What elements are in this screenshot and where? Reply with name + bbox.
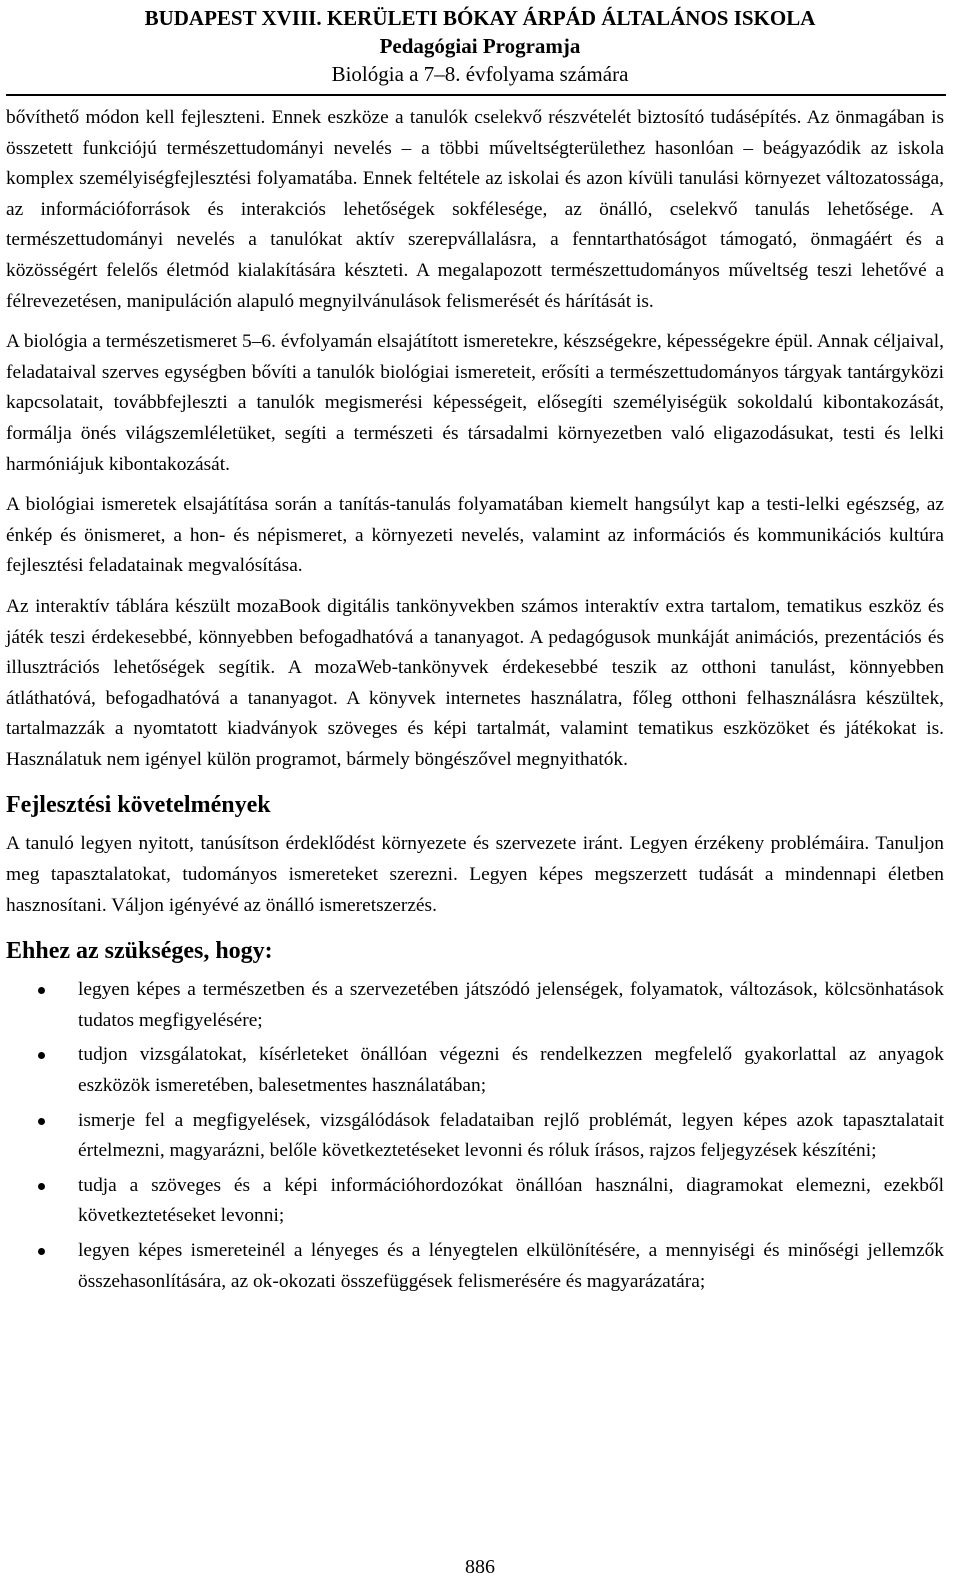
list-item (6, 1040, 944, 1101)
list-item (6, 1106, 944, 1167)
page-header (0, 4, 960, 88)
list-item-text: ismerje fel a megfigyelések, vizsgálódások feladataiban rejlő problémát, legyen képes azok tapasztalatait értelmezni, magyarázni, belőle következtetéseket levonni és róluk írásos, rajzos feljegyzések készíténi; (78, 1109, 944, 1162)
list-item (6, 1236, 944, 1297)
bullet-icon (38, 1118, 45, 1125)
bullet-icon (38, 1248, 45, 1255)
paragraph-1: bővíthető módon kell fejleszteni. Ennek eszköze a tanulók cselekvő részvételét biztosító tudásépítés. Az önmagában is összetett funkciójú természettudományi nevelés – a többi műveltségterülethez hasonlóan – beágyazódik az iskola komplex személyiségfejlesztési folyamatába. Ennek feltétele az iskolai és azon kívüli tanulási környezet változatossága, az információforrások és interakciós lehetőségek sokfélesége, az önálló, cselekvő tanulás lehetősége. A természettudományi nevelés a tanulókat aktív szerepvállalásra, a fenntarthatóságot támogató, önmagáért és a közösségért felelős életmód kialakítására készteti. A megalapozott természettudományos műveltség teszi lehetővé a félrevezetésen, manipuláción alapuló megnyilvánulások felismerését és hárítását is. (6, 107, 944, 312)
requirements-paragraph: A tanuló legyen nyitott, tanúsítson érdeklődést környezete és szervezete iránt. Legyen érzékeny problémáira. Tanuljon meg tapasztalatokat, tudományos ismereteket szerezni. Legyen képes megszerzett tudását a mindennapi életben hasznosítani. Váljon igényévé az önálló ismeretszerzés. (6, 833, 944, 916)
paragraph-3: A biológiai ismeretek elsajátítása során a tanítás-tanulás folyamatában kiemelt hangsúlyt kap a testi-lelki egészség, az énkép és önismeret, a hon- és népismeret, a környezeti nevelés, valamint az információs és kommunikációs kultúra fejlesztési feladatainak megvalósítása. (6, 494, 944, 577)
program-title: Pedagógiai Programja (379, 34, 581, 58)
list-item-text: tudja a szöveges és a képi információhordozókat önállóan használni, diagramokat elemezni, ezekből következtetéseket levonni; (78, 1174, 944, 1227)
school-name: BUDAPEST XVIII. KERÜLETI BÓKAY ÁRPÁD ÁLTALÁNOS ISKOLA (144, 6, 816, 30)
section-heading-requirements: Fejlesztési követelmények (6, 792, 271, 819)
paragraph-4: Az interaktív táblára készült mozaBook digitális tankönyvekben számos interaktív extra tartalom, tematikus eszköz és játék teszi érdekesebbé, könnyebben befogadhatóvá a tananyagot. A pedagógusok munkáját animációs, prezentációs és illusztrációs lehetőségek segítik. A mozaWeb-tankönyvek érdekesebbé teszik az otthoni tanulást, könnyebben átláthatóvá, befogadhatóvá a tananyagot. A könyvek internetes használatra, főleg otthoni felhasználásra készültek, tartalmazzák a nyomtatott kiadványok szöveges és képi tartalmát, valamint tematikus eszközöket és játékokat is. Használatuk nem igényel külön programot, bármely böngészővel megnyithatók. (6, 595, 944, 770)
bullet-icon (38, 987, 45, 994)
subject-subtitle: Biológia a 7–8. évfolyama számára (331, 62, 629, 86)
page-number: 886 (465, 1556, 495, 1578)
list-item-text: legyen képes ismereteinél a lényeges és a lényegtelen elkülönítésére, a mennyiségi és minőségi jellemzők összehasonlítására, az ok-okozati összefüggések felismerésére és magyarázatára; (78, 1240, 944, 1292)
list-item-text: legyen képes a természetben és a szervezetében játszódó jelenségek, folyamatok, változások, kölcsönhatások tudatos megfigyelésére; (78, 979, 944, 1031)
bullet-icon (38, 1052, 45, 1059)
header-rule (6, 94, 946, 96)
list-item (6, 1171, 944, 1232)
paragraph-2: A biológia a természetismeret 5–6. évfolyamán elsajátított ismeretekre, készségekre, képességekre épül. Annak céljaival, feladataival szerves egységben bővíti a tanulók biológiai ismereteit, erősíti a természettudományos tárgyak tantárgyközi kapcsolatait, továbbfejleszti a tanulók megismerési képességeit, elősegíti személyiségük sokoldalú kibontakozását, formálja önés világszemléletüket, segíti a természeti és társadalmi környezetben való eligazodásukat, testi és lelki harmóniájuk kibontakozását. (6, 331, 944, 475)
list-item (6, 975, 944, 1036)
bullet-icon (38, 1183, 45, 1190)
list-item-text: tudjon vizsgálatokat, kísérleteket önállóan végezni és rendelkezzen megfelelő gyakorlattal az anyagok eszközök ismeretében, balesetmentes használatában; (78, 1044, 944, 1097)
page-content (6, 103, 944, 1301)
section-heading-needed: Ehhez az szükséges, hogy: (6, 938, 273, 965)
requirements-list (6, 975, 944, 1297)
